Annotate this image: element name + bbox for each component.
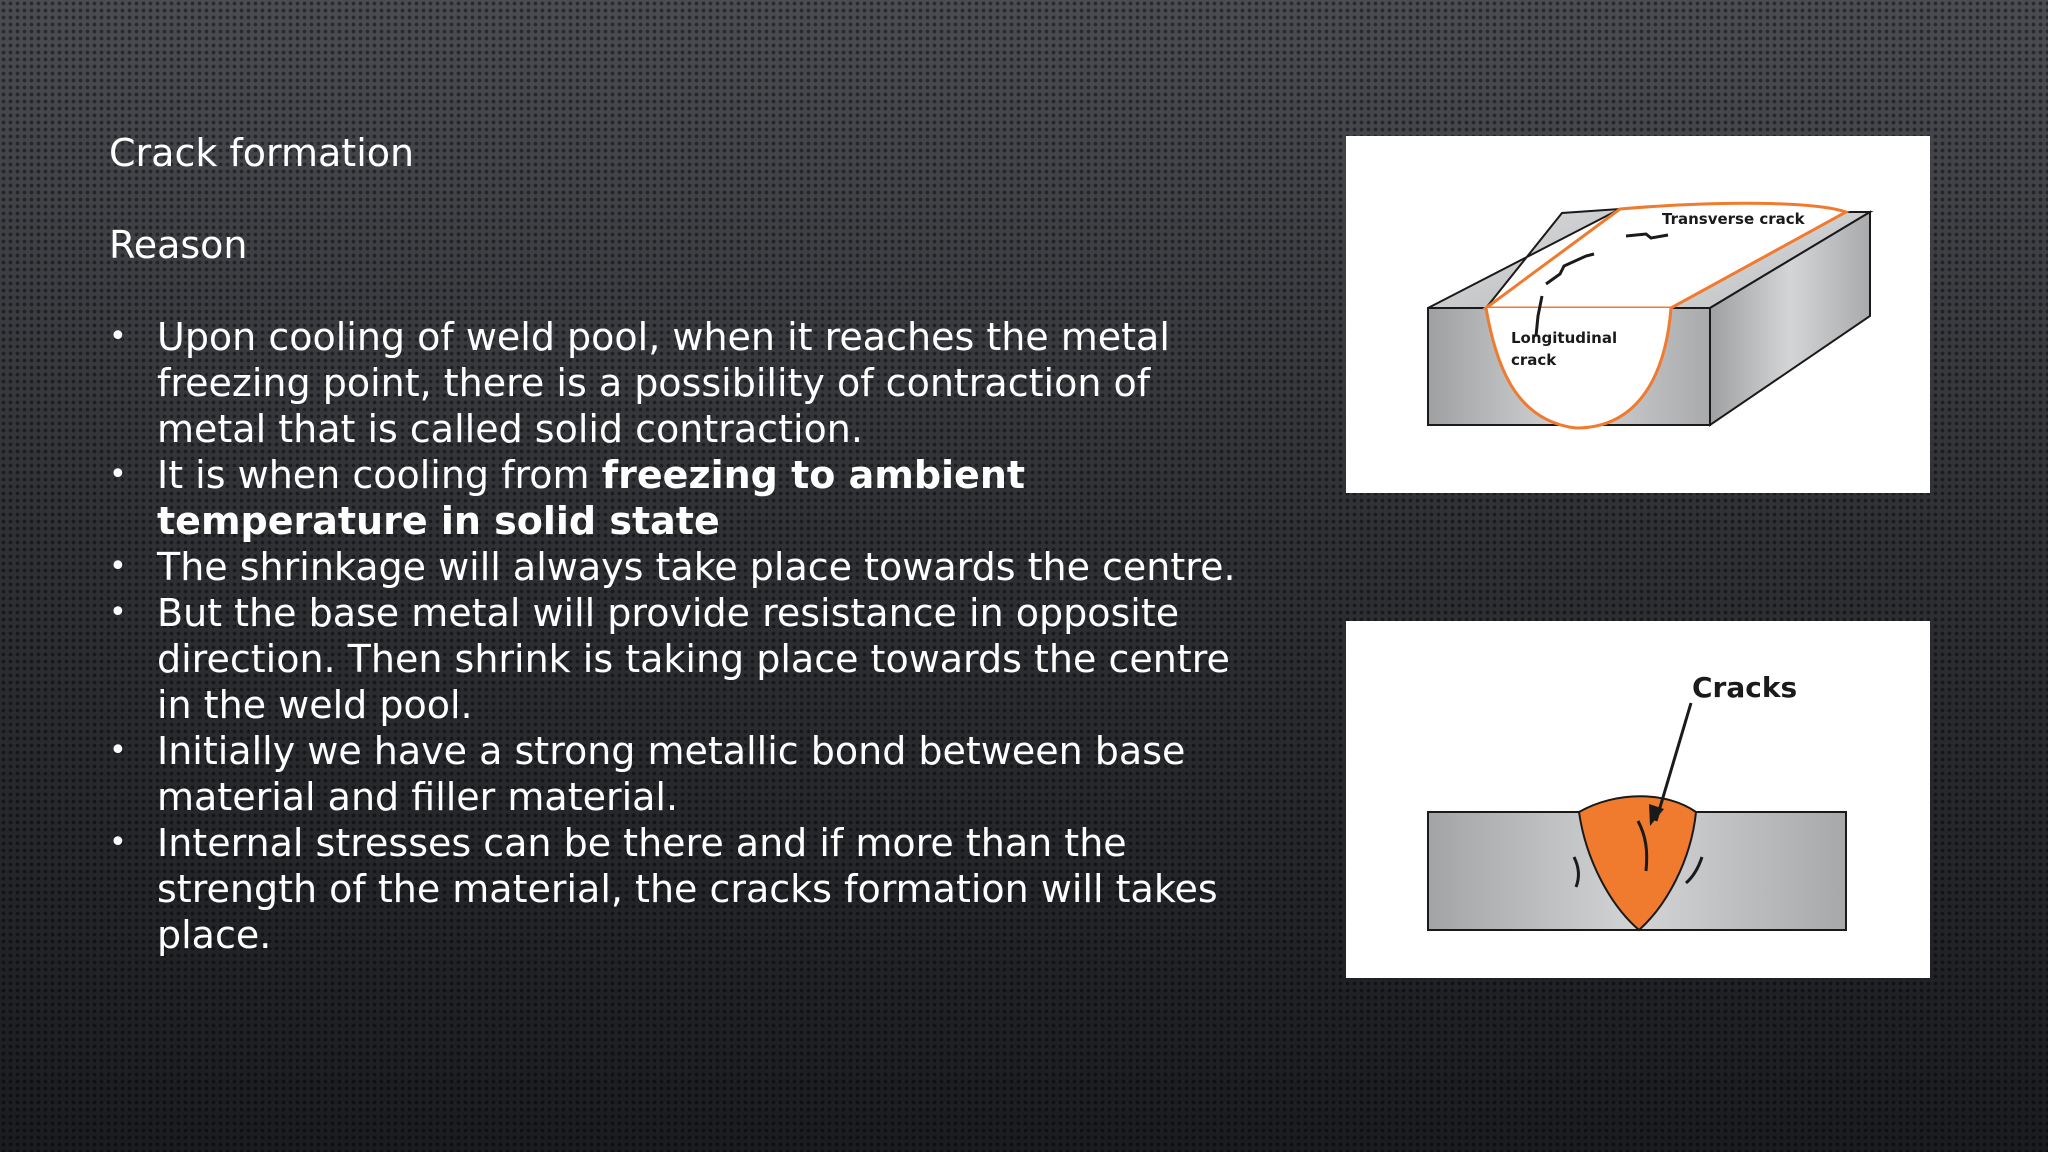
bullet-text: The shrinkage will always take place towards the centre. bbox=[157, 545, 1236, 589]
bullet-dot: • bbox=[109, 595, 127, 630]
slide-title: Crack formation bbox=[109, 131, 415, 175]
bullet-dot: • bbox=[109, 319, 127, 354]
bullet-item bbox=[109, 544, 1239, 590]
weld-crack-types-diagram bbox=[1346, 136, 1930, 493]
bullet-list bbox=[109, 314, 1239, 958]
bullet-text: Upon cooling of weld pool, when it reaches the metal freezing point, there is a possibility of contraction of metal that is called solid contraction. bbox=[157, 315, 1170, 451]
bullet-text: Initially we have a strong metallic bond between base material and filler material. bbox=[157, 729, 1186, 819]
bullet-item bbox=[109, 314, 1239, 452]
bullet-item bbox=[109, 590, 1239, 728]
slide-subtitle: Reason bbox=[109, 223, 248, 267]
bullet-text: Internal stresses can be there and if more than the strength of the material, the cracks formation will takes place. bbox=[157, 821, 1218, 957]
bullet-item bbox=[109, 728, 1239, 820]
label-transverse-crack: Transverse crack bbox=[1662, 210, 1805, 228]
bullet-bold-text: freezing to ambient temperature in solid state bbox=[157, 453, 1026, 543]
label-longitudinal-crack-1: Longitudinal bbox=[1511, 329, 1618, 347]
bullet-dot: • bbox=[109, 825, 127, 860]
bullet-dot: • bbox=[109, 733, 127, 768]
label-longitudinal-crack-2: crack bbox=[1511, 351, 1557, 369]
weld-cracks-diagram bbox=[1346, 621, 1930, 978]
bullet-text: But the base metal will provide resistance in opposite direction. Then shrink is taking place towards the centre in the weld pool. bbox=[157, 591, 1230, 727]
weld-cracks-figure bbox=[1346, 621, 1930, 978]
bullet-item bbox=[109, 820, 1239, 958]
weld-crack-types-figure bbox=[1346, 136, 1930, 493]
bullet-dot: • bbox=[109, 457, 127, 492]
slide-text-block bbox=[109, 130, 1239, 958]
bullet-dot: • bbox=[109, 549, 127, 584]
bullet-item bbox=[109, 452, 1239, 544]
label-cracks: Cracks bbox=[1692, 671, 1798, 704]
bullet-text: It is when cooling from bbox=[157, 453, 602, 497]
